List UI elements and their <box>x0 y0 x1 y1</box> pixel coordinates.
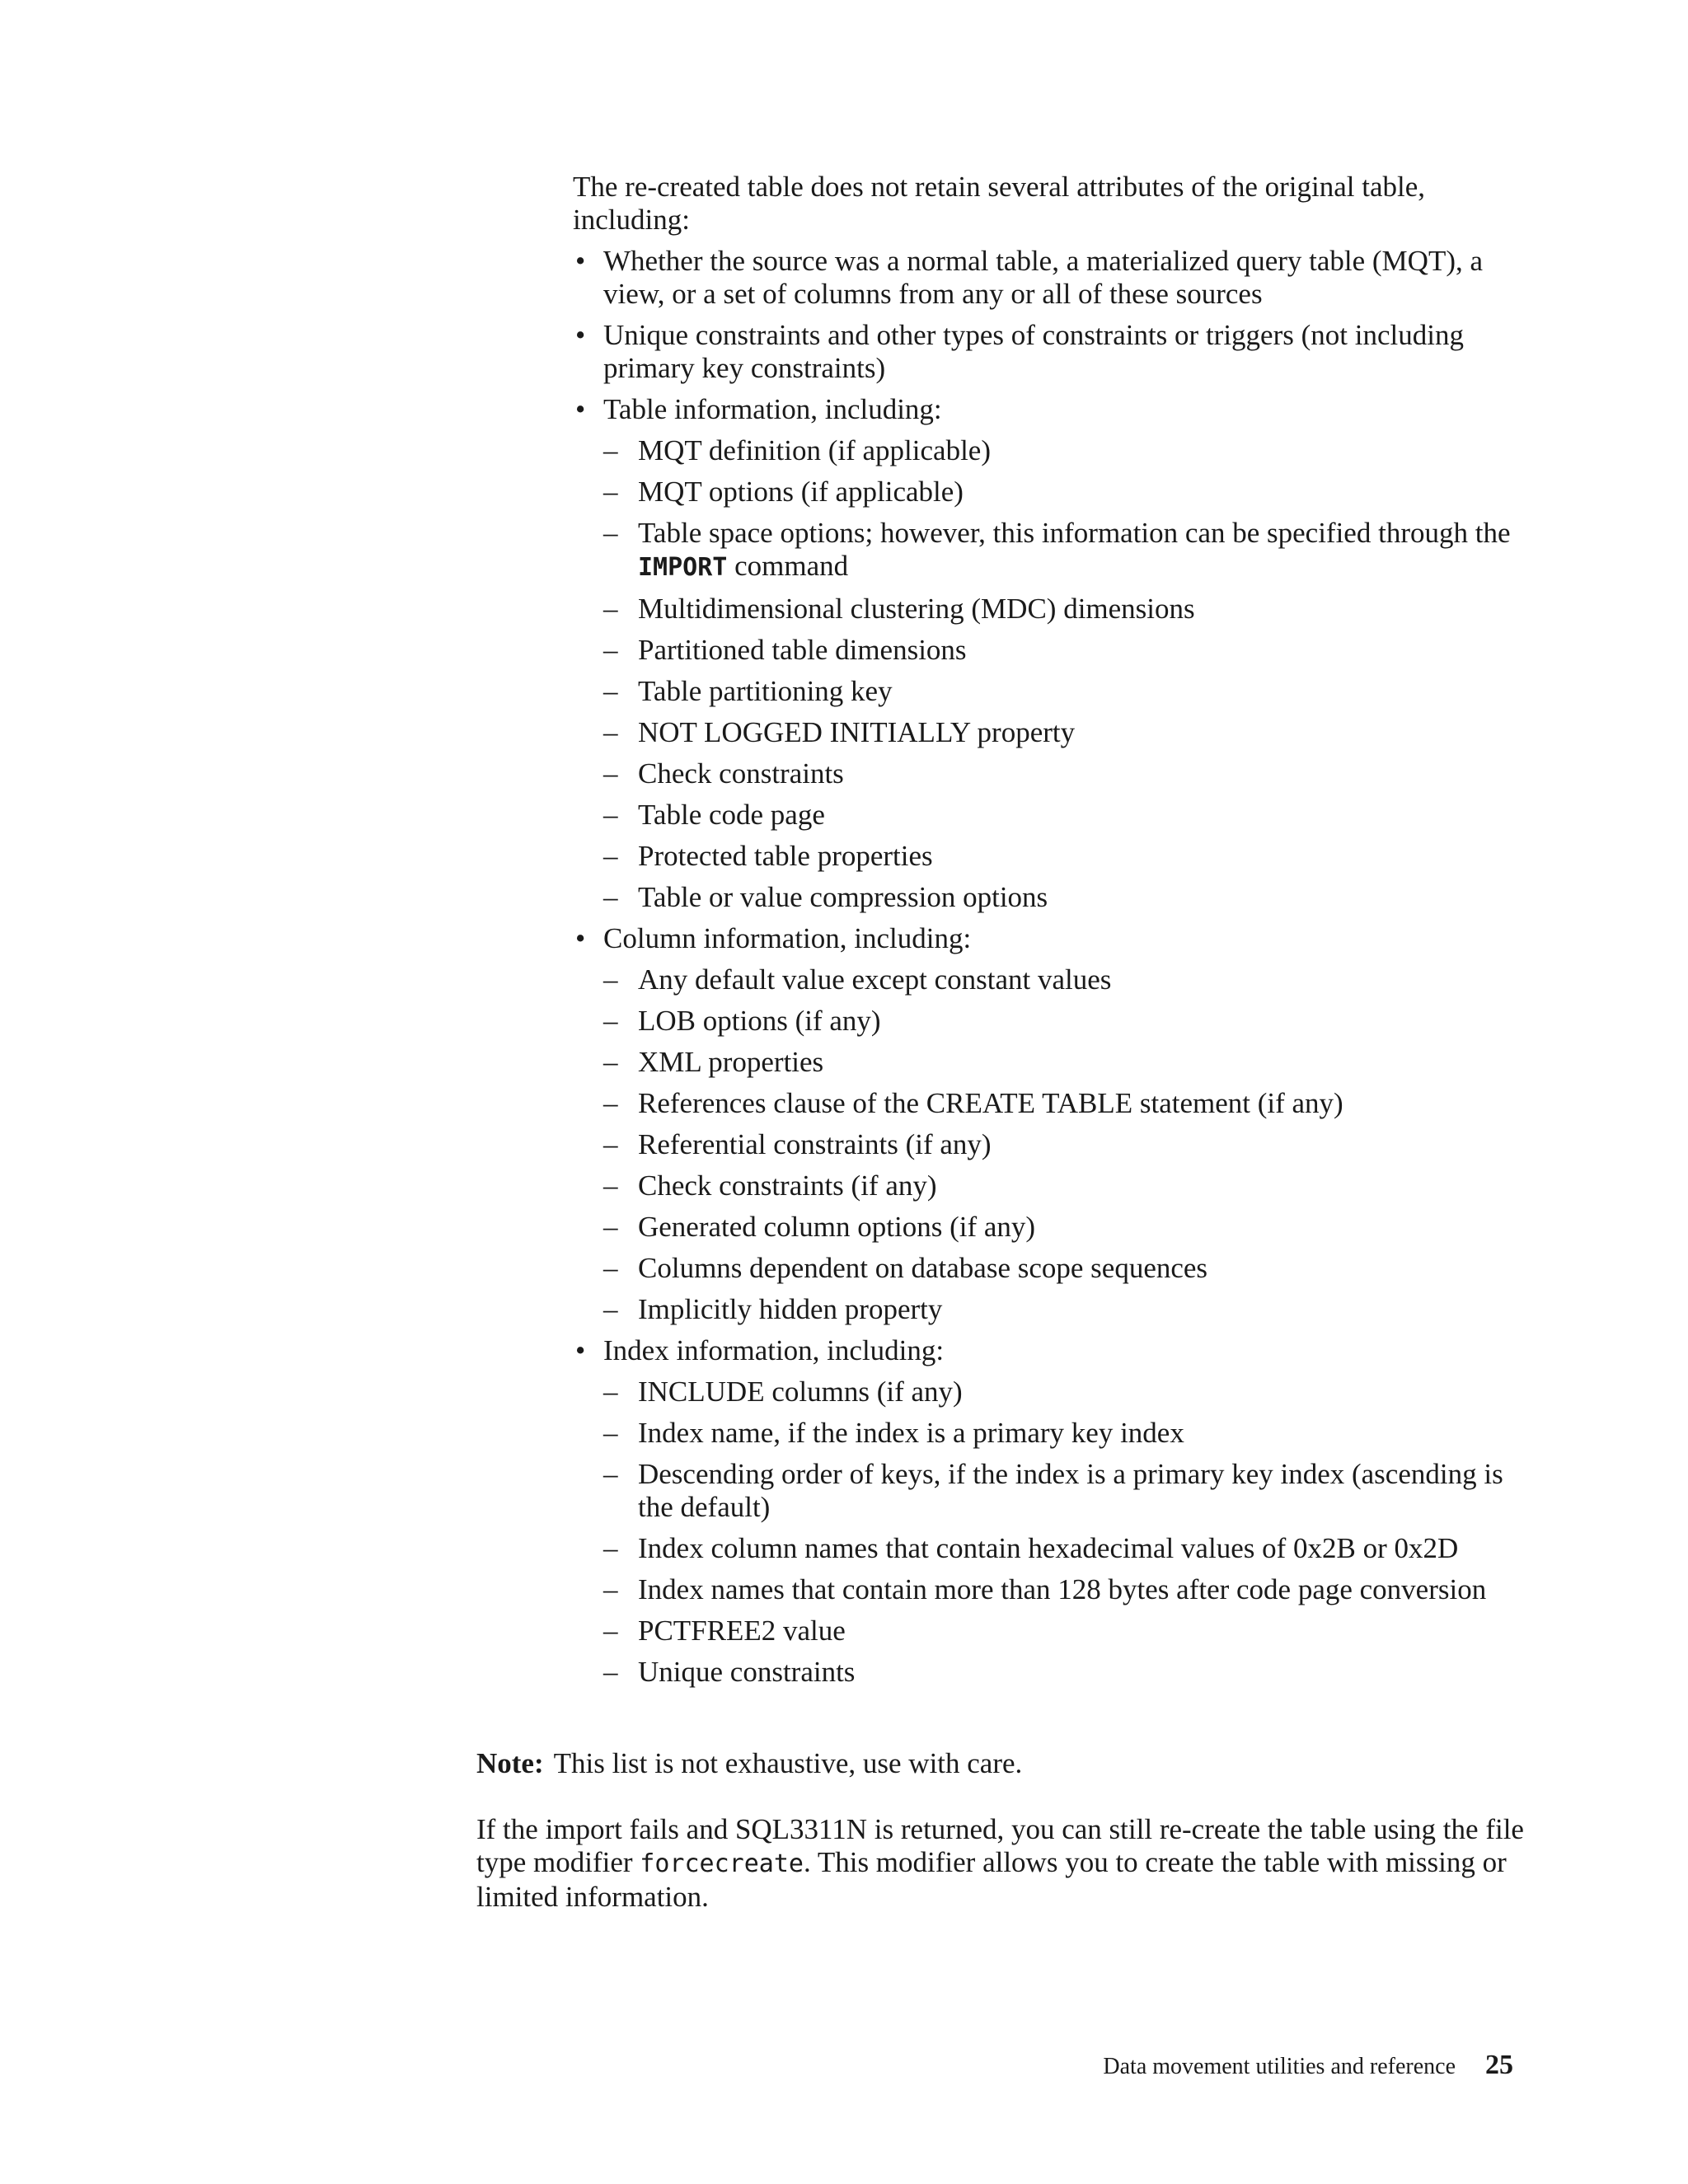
bullet-list <box>573 245 1521 1689</box>
import-command-code: IMPORT <box>638 553 728 582</box>
intro-text: The re-created table does not retain several attributes of the original table, including: <box>573 171 1425 236</box>
paragraph-code-forcecreate: forcecreate <box>640 1849 804 1878</box>
dash-item: – Protected table properties <box>603 840 1521 873</box>
dash-item: – Columns dependent on database scope sequences <box>603 1252 1521 1285</box>
dash-item: – INCLUDE columns (if any) <box>603 1376 1521 1408</box>
bullet-text: Table information, including: <box>603 393 942 425</box>
dash-item: – MQT options (if applicable) <box>603 476 1521 509</box>
dash-list <box>603 963 1521 1326</box>
dash-item: – Table partitioning key <box>603 675 1521 708</box>
dash-item: – MQT definition (if applicable) <box>603 434 1521 467</box>
bullet-item <box>573 922 1521 1326</box>
dash-item: – Referential constraints (if any) <box>603 1128 1521 1161</box>
note-label: Note: <box>476 1747 544 1779</box>
dash-text-after: command <box>727 550 849 582</box>
dash-text-before: Table space options; however, this information can be specified through the <box>638 517 1511 549</box>
dash-item: – Partitioned table dimensions <box>603 634 1521 667</box>
attribute-list-section <box>573 171 1521 1697</box>
dash-item: – Index column names that contain hexadecimal values of 0x2B or 0x2D <box>603 1532 1521 1565</box>
dash-item: – Implicitly hidden property <box>603 1293 1521 1326</box>
page-number: 25 <box>1485 2050 1513 2080</box>
dash-item: – PCTFREE2 value <box>603 1615 1521 1647</box>
paragraph-text-after: . This modifier allows you to create the table with missing or limited information. <box>476 1846 1507 1913</box>
dash-item: – Index names that contain more than 128 bytes after code page conversion <box>603 1573 1521 1606</box>
dash-item: – Multidimensional clustering (MDC) dimensions <box>603 593 1521 626</box>
bullet-item <box>573 319 1521 385</box>
dash-item <box>603 517 1521 584</box>
dash-item: – Check constraints (if any) <box>603 1169 1521 1202</box>
dash-item: – Generated column options (if any) <box>603 1211 1521 1244</box>
bullet-text: Whether the source was a normal table, a materialized query table (MQT), a view, or a set of columns from any or all of these sources <box>603 245 1484 310</box>
bullet-item <box>573 1334 1521 1689</box>
paragraph-text-before: If the import fails and SQL3311N is returned, you can still re-create the table using the file type modifier <box>476 1813 1524 1878</box>
forcecreate-paragraph <box>476 1813 1531 1914</box>
dash-list <box>603 1376 1521 1689</box>
dash-item: – References clause of the CREATE TABLE statement (if any) <box>603 1087 1521 1120</box>
dash-item: – Any default value except constant values <box>603 963 1521 996</box>
dash-item: – Table or value compression options <box>603 881 1521 914</box>
bullet-item <box>573 393 1521 914</box>
dash-item: – Index name, if the index is a primary key index <box>603 1417 1521 1450</box>
bullet-text: Index information, including: <box>603 1334 945 1366</box>
note <box>476 1747 1531 1780</box>
page-footer <box>1068 2048 1513 2083</box>
footer-title: Data movement utilities and reference <box>1103 2054 1456 2079</box>
bullet-item <box>573 245 1521 311</box>
dash-list <box>603 434 1521 914</box>
dash-item: – Check constraints <box>603 757 1521 790</box>
dash-item: – NOT LOGGED INITIALLY property <box>603 716 1521 749</box>
dash-item: – LOB options (if any) <box>603 1005 1521 1038</box>
dash-item: – Descending order of keys, if the index is a primary key index (ascending is the default) <box>603 1458 1521 1524</box>
dash-item: – Unique constraints <box>603 1656 1521 1689</box>
bullet-text: Unique constraints and other types of constraints or triggers (not including primary key constraints) <box>603 319 1464 384</box>
bullet-text: Column information, including: <box>603 922 972 954</box>
note-text: This list is not exhaustive, use with care. <box>553 1747 1023 1779</box>
dash-item: – XML properties <box>603 1046 1521 1079</box>
dash-item: – Table code page <box>603 799 1521 832</box>
